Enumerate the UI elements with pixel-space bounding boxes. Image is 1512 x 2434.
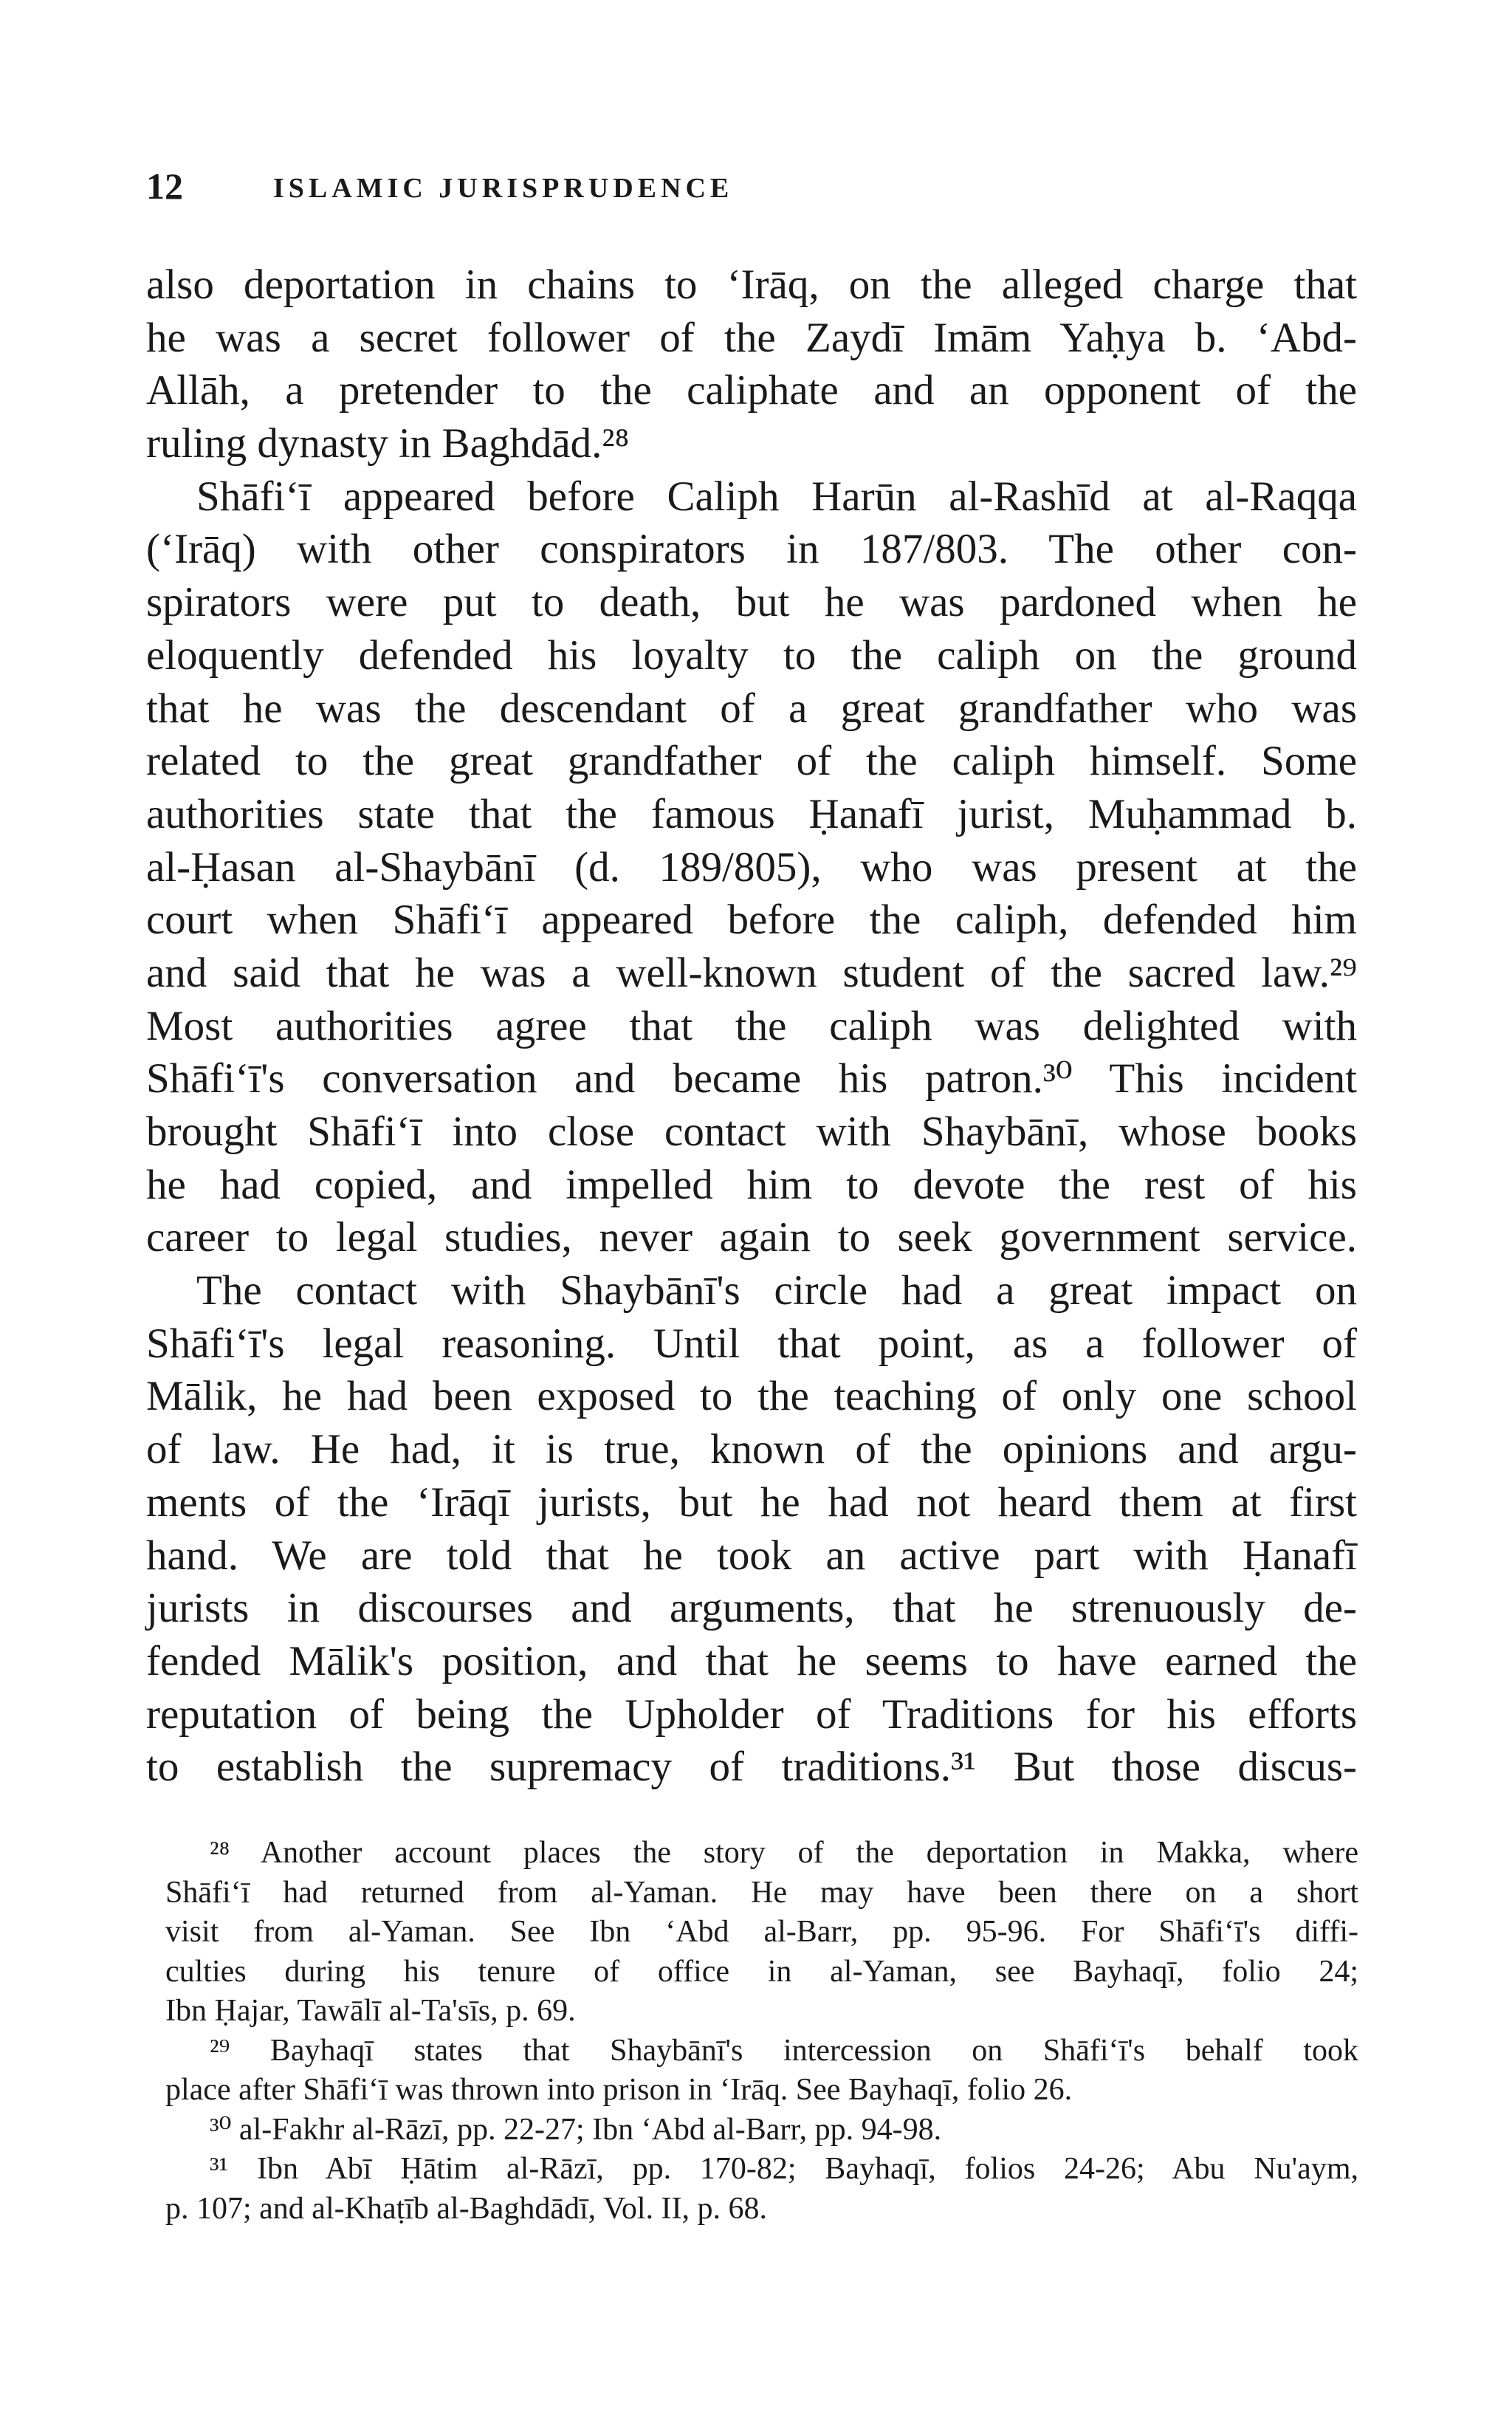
body-line: authorities state that the famous Ḥanafī jurist, Muḥammad b. <box>146 790 1357 837</box>
footnote-line: p. 107; and al-Khaṭīb al-Baghdādī, Vol. II, p. 68. <box>165 2191 767 2226</box>
body-line: al-Ḥasan al-Shaybānī (d. 189/805), who was present at the <box>146 843 1357 891</box>
body-line: The contact with Shaybānī's circle had a great impact on <box>196 1267 1357 1314</box>
running-title: ISLAMIC JURISPRUDENCE <box>273 173 734 204</box>
body-text <box>146 258 1357 1794</box>
body-line: spirators were put to death, but he was pardoned when he <box>146 579 1357 626</box>
body-line: court when Shāfi‘ī appeared before the caliph, defended him <box>146 897 1357 944</box>
body-line: Shāfi‘ī appeared before Caliph Harūn al-Rashīd at al-Raqqa <box>196 473 1357 520</box>
footnote-line: Ibn Ḥajar, Tawālī al-Ta'sīs, p. 69. <box>165 1994 576 2028</box>
body-line: Mālik, he had been exposed to the teaching of only one school <box>146 1373 1357 1420</box>
body-line: Most authorities agree that the caliph was delighted with <box>146 1002 1357 1049</box>
footnote-28: ²⁸ Another account places the story of the deportation in Makka, where <box>210 1836 1358 1870</box>
body-line: related to the great grandfather of the caliph himself. Some <box>146 738 1357 785</box>
body-line: to establish the supremacy of traditions.³¹ But those discus- <box>146 1744 1357 1791</box>
footnote-line: culties during his tenure of office in al-Yaman, see Bayhaqī, folio 24; <box>165 1954 1358 1989</box>
page-number: 12 <box>146 165 183 207</box>
running-head <box>146 164 1357 208</box>
body-line: brought Shāfi‘ī into close contact with Shaybānī, whose books <box>146 1108 1357 1155</box>
body-line: of law. He had, it is true, known of the opinions and argu- <box>146 1426 1357 1473</box>
body-line: also deportation in chains to ‘Irāq, on the alleged charge that <box>146 261 1357 308</box>
body-line: eloquently defended his loyalty to the caliph on the ground <box>146 631 1357 679</box>
footnote-line: visit from al-Yaman. See Ibn ‘Abd al-Barr, pp. 95-96. For Shāfi‘ī's diffi- <box>165 1915 1358 1949</box>
footnote-30: ³⁰ al-Fakhr al-Rāzī, pp. 22-27; Ibn ‘Abd al-Barr, pp. 94-98. <box>210 2112 942 2147</box>
body-line: and said that he was a well-known student of the sacred law.²⁹ <box>146 949 1357 996</box>
body-line: Shāfi‘ī's conversation and became his patron.³⁰ This incident <box>146 1055 1357 1103</box>
body-line: ruling dynasty in Baghdād.²⁸ <box>146 420 630 467</box>
footnotes <box>165 1834 1358 2229</box>
body-line: he had copied, and impelled him to devote the rest of his <box>146 1161 1357 1208</box>
footnote-line: Shāfi‘ī had returned from al-Yaman. He may have been there on a short <box>165 1875 1358 1910</box>
body-line: jurists in discourses and arguments, that he strenuously de- <box>146 1585 1357 1632</box>
body-line: career to legal studies, never again to seek government service. <box>146 1214 1357 1261</box>
body-line: hand. We are told that he took an active part with Ḥanafī <box>146 1532 1357 1579</box>
body-line: (‘Irāq) with other conspirators in 187/803. The other con- <box>146 526 1357 573</box>
footnote-line: place after Shāfi‘ī was thrown into prison in ‘Irāq. See Bayhaqī, folio 26. <box>165 2073 1073 2107</box>
body-line: fended Mālik's position, and that he seems to have earned the <box>146 1637 1357 1684</box>
body-line: reputation of being the Upholder of Traditions for his efforts <box>146 1690 1357 1738</box>
body-line: Allāh, a pretender to the caliphate and an opponent of the <box>146 367 1357 414</box>
body-line: he was a secret follower of the Zaydī Imām Yaḥya b. ‘Abd- <box>146 314 1357 361</box>
footnote-31: ³¹ Ibn Abī Ḥātim al-Rāzī, pp. 170-82; Bayhaqī, folios 24-26; Abu Nu'aym, <box>210 2152 1358 2186</box>
body-line: ments of the ‘Irāqī jurists, but he had not heard them at first <box>146 1478 1357 1526</box>
body-line: that he was the descendant of a great grandfather who was <box>146 685 1357 732</box>
footnote-29: ²⁹ Bayhaqī states that Shaybānī's intercession on Shāfi‘ī's behalf took <box>210 2033 1358 2068</box>
body-line: Shāfi‘ī's legal reasoning. Until that point, as a follower of <box>146 1320 1357 1367</box>
